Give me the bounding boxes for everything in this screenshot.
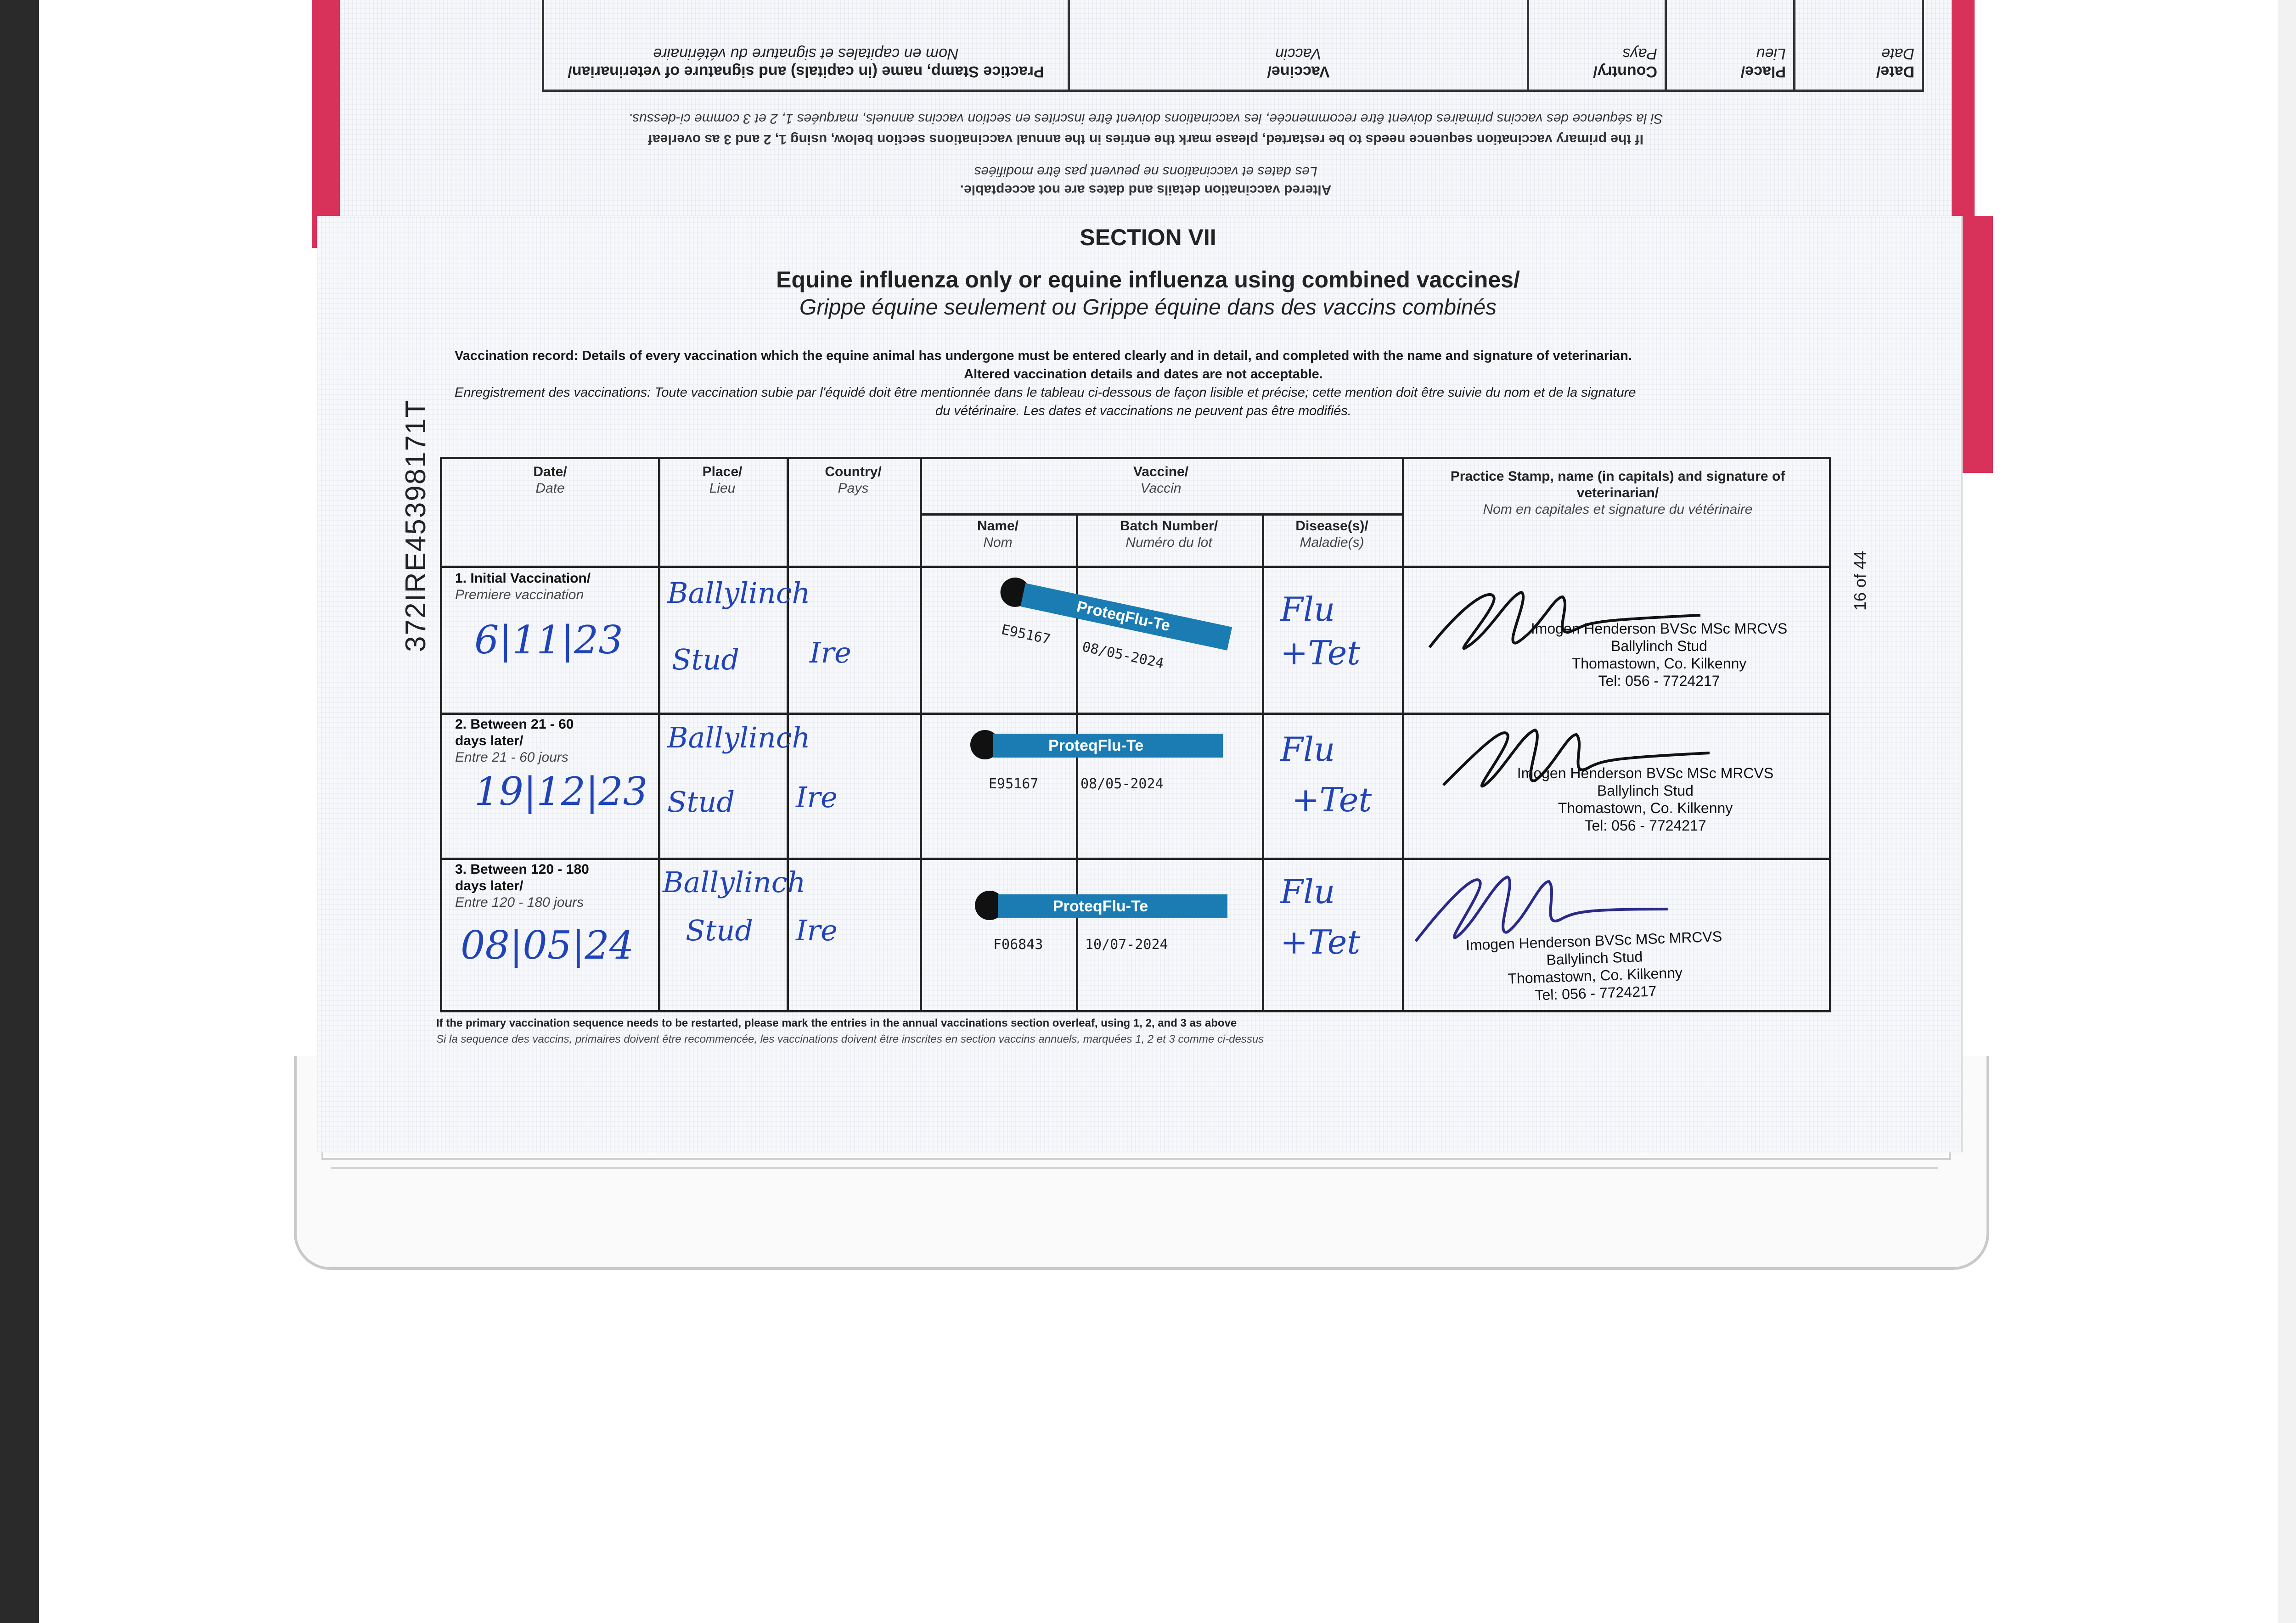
row1-vaccine-sticker [988,575,1220,697]
row2-place-2: Stud [667,785,735,819]
upper-note-fr: Les dates et vaccinations ne peuvent pas être modifiées [974,164,1317,179]
header-stamp: Practice Stamp, name (in capitals) and signature of veterinarian/ Nom en capitales et signature du vétérinaire [1450,469,1785,517]
row3-label: 3. Between 120 - 180 days later/ Entre 120 - 180 jours [455,862,589,910]
row-divider [442,566,1829,568]
row1-place-2: Stud [672,643,740,676]
row1-vet-name: Imogen Henderson BVSc MSc MRCVS [1531,620,1788,637]
upper-note-en: Altered vaccination details and dates are not acceptable. [960,182,1332,197]
upper-table [542,0,1924,92]
upper-col-stamp: Practice Stamp, name (in capitals) and signature of veterinarian/ Nom en capitales et signature du vétérinaire [568,45,1044,80]
row1-country: Ire [810,636,851,669]
upper-restart-en: If the primary vaccination sequence needs to be restarted, please mark the entries in the annual vaccinations section below, using 1, 2 and 3 as overleaf [648,132,1643,147]
row2-vet-name: Imogen Henderson BVSc MSc MRCVS [1517,765,1774,781]
row1-practice: Ballylinch Stud [1611,638,1707,654]
col-divider [658,459,660,1010]
row-divider [920,513,1402,516]
row2-label: 2. Between 21 - 60 days later/ Entre 21 - 60 jours [455,717,574,765]
row1-disease-2: +Tet [1280,634,1361,672]
upper-col-vaccine: Vaccine/ Vaccin [1068,0,1527,90]
row3-expiry: 10/07-2024 [1085,937,1168,953]
upper-col-place: Place/ Lieu [1665,0,1793,90]
row-divider [442,713,1829,715]
header-disease: Disease(s)/ Maladie(s) [1295,518,1368,550]
upper-col-date: Date/ Date [1793,0,1922,90]
row2-vaccine-sticker [970,730,1209,808]
row3-vaccine-name: ProteqFlu-Te [998,894,1227,918]
row3-practice: Ballylinch Stud [1546,948,1643,968]
header-country: Country/ Pays [825,464,882,496]
record-note-en: Vaccination record: Details of every vaccination which the equine animal has undergone must be entered clearly and in detail, and completed with the name and signature of veterinarian. [455,348,1632,363]
row2-place-1: Ballylinch [667,721,810,754]
col-divider [1262,513,1264,1010]
row2-date: 19|12|23 [474,769,648,814]
row-divider [442,858,1829,860]
row2-practice: Ballylinch Stud [1597,782,1694,799]
row1-tel: Tel: 056 - 7724217 [1598,673,1720,689]
row3-date: 08|05|24 [461,923,634,968]
record-note-fr: Enregistrement des vaccinations: Toute vaccination subie par l'équidé doit être mentionnée dans le tableau ci-dessous de façon lisible et précise; cette mention doit être suivie du nom et de la signature [455,385,1636,400]
row3-disease-2: +Tet [1280,923,1361,961]
footer-note-en: If the primary vaccination sequence needs to be restarted, please mark the entries in the annual vaccinations section overleaf, using 1, 2, and 3 as above [436,1017,1237,1029]
header-vaccine: Vaccine/ Vaccin [1133,464,1189,496]
row3-town: Thomastown, Co. Kilkenny [1507,964,1683,987]
row2-stamp [1485,764,1806,834]
row2-batch: E95167 [989,776,1039,792]
row3-country: Ire [796,914,838,947]
row1-disease-1: Flu [1280,590,1335,629]
passport-id: 372IRE45398171T [400,399,432,652]
row2-town: Thomastown, Co. Kilkenny [1558,800,1733,816]
section-label: SECTION VII [1080,225,1216,250]
vaccination-table [440,457,1831,1012]
row3-vet-name: Imogen Henderson BVSc MSc MRCVS [1465,928,1722,954]
section-title-fr: Grippe équine seulement ou Grippe équine dans des vaccins combinés [799,295,1497,320]
row3-place-2: Stud [686,914,754,947]
page-edge-2 [331,1158,1938,1169]
upper-restart-fr: Si la séquence des vaccins primaires doivent être recommencée, les vaccinations doivent être inscrites en section vaccins annuels, marquées 1, 2 et 3 comme ci-dessus. [628,111,1663,126]
footer-note-fr: Si la sequence des vaccins, primaires doivent être recommencée, les vaccinations doivent être inscrites en section vaccins annuels, marquées 1, 2 et 3 comme ci-dessus [436,1033,1264,1045]
section-title: Equine influenza only or equine influenza using combined vaccines/ [776,267,1520,292]
record-note-en-2: Altered vaccination details and dates are not acceptable. [964,367,1323,382]
row2-tel: Tel: 056 - 7724217 [1584,817,1706,834]
row1-vaccine-name: ProteqFlu-Te [1020,583,1232,651]
header-date: Date/ Date [533,464,567,496]
row3-place-1: Ballylinch [663,865,806,899]
row1-place-1: Ballylinch [667,576,810,610]
row2-disease-1: Flu [1280,730,1335,769]
page-number: 16 of 44 [1851,550,1869,611]
row1-batch: E95167 [1000,621,1052,648]
col-divider [1402,459,1404,1010]
header-batch: Batch Number/ Numéro du lot [1120,518,1218,550]
row3-stamp [1433,927,1757,1007]
row2-vaccine-name: ProteqFlu-Te [993,734,1223,758]
row3-batch: F06843 [993,937,1043,953]
record-note-fr-2: du vétérinaire. Les dates et vaccinations ne peuvent pas être modifiés. [935,404,1351,418]
row3-tel: Tel: 056 - 7724217 [1534,983,1657,1004]
row1-expiry: 08/05-2024 [1080,639,1165,672]
upper-col-country: Country/ Pays [1527,0,1665,90]
row1-label: 1. Initial Vaccination/ Premiere vaccination [455,571,591,602]
row2-disease-2: +Tet [1292,781,1372,819]
row3-vaccine-sticker [975,891,1214,969]
row1-date: 6|11|23 [474,618,623,663]
row2-country: Ire [796,781,838,814]
header-place: Place/ Lieu [702,464,743,496]
header-name: Name/ Nom [977,518,1019,550]
row3-disease-1: Flu [1280,872,1335,911]
row1-town: Thomastown, Co. Kilkenny [1571,655,1747,672]
row1-stamp [1498,620,1820,690]
row2-expiry: 08/05-2024 [1080,776,1164,792]
upper-page-flipped-content [340,0,1952,216]
